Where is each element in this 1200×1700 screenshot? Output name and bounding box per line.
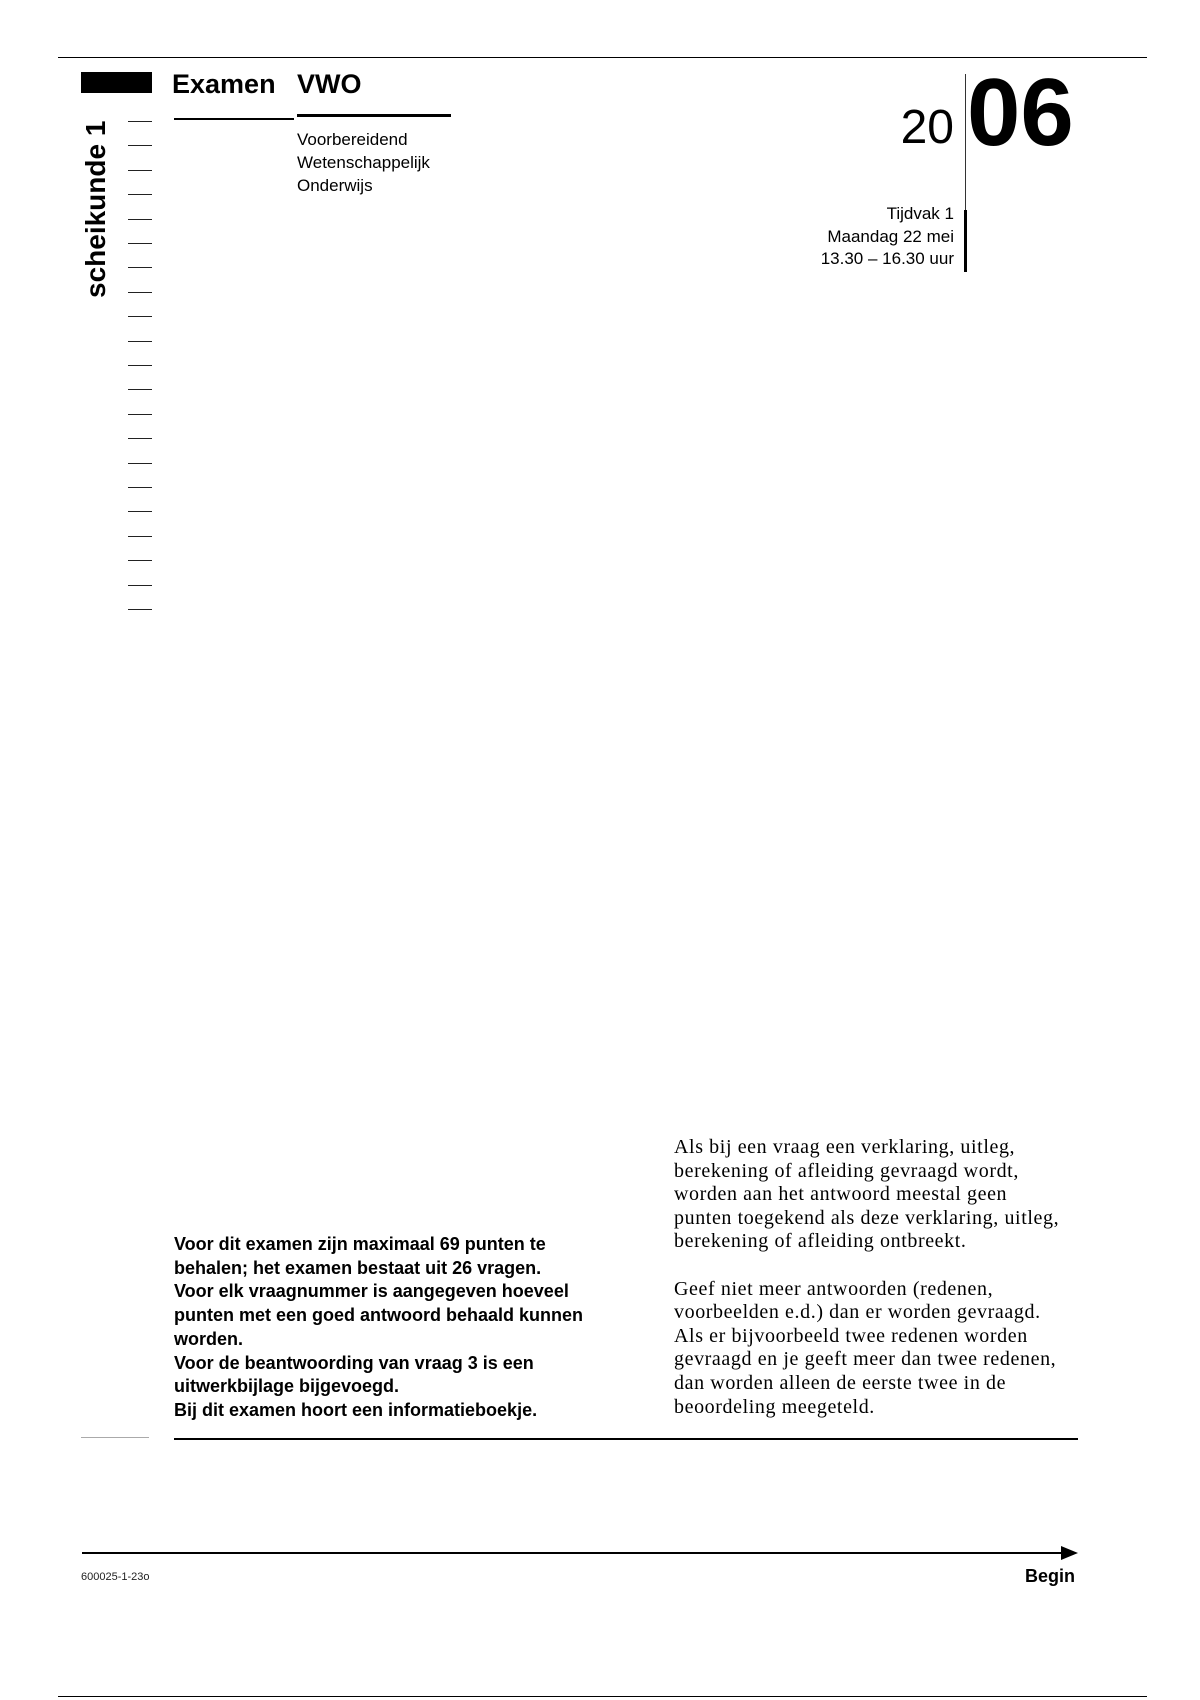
year-prefix: 20 <box>900 101 954 154</box>
margin-tick <box>128 194 152 195</box>
level-full-line: Onderwijs <box>297 175 373 195</box>
margin-tick <box>128 585 152 586</box>
margin-tick-marks <box>128 121 152 611</box>
session-info <box>821 203 954 271</box>
instruction-line: Bij dit examen hoort een informatieboekje. <box>174 1399 538 1420</box>
exam-label: Examen <box>172 69 276 99</box>
document-code: 600025-1-23o <box>81 1571 150 1583</box>
instruction-line: gevraagd en je geeft meer dan twee redenen, <box>674 1348 1057 1371</box>
level-label: VWO <box>297 69 362 99</box>
instruction-line: punten toegekend als deze verklaring, uitleg, <box>674 1206 1060 1229</box>
instruction-line: Voor elk vraagnummer is aangegeven hoeveel <box>174 1281 569 1302</box>
instruction-line: berekening of afleiding gevraagd wordt, <box>674 1159 1019 1182</box>
margin-tick <box>128 121 152 122</box>
general-instructions <box>174 1233 583 1423</box>
answering-paragraph <box>674 1136 1059 1254</box>
margin-tick <box>128 292 152 293</box>
margin-tick <box>128 243 152 244</box>
instruction-line: punten met een goed antwoord behaald kunnen <box>174 1305 584 1326</box>
level-full-line: Wetenschappelijk <box>297 152 430 172</box>
header-black-bar <box>81 72 152 93</box>
margin-tick <box>128 365 152 366</box>
margin-rule <box>81 1437 149 1438</box>
year-suffix: 06 <box>967 59 1074 166</box>
instruction-line: dan worden alleen de eerste twee in de <box>674 1371 1007 1394</box>
instruction-line: Als bij een vraag een verklaring, uitleg, <box>674 1136 1016 1158</box>
instruction-line: worden aan het antwoord meestal geen <box>674 1183 1008 1206</box>
margin-tick <box>128 438 152 439</box>
margin-tick <box>128 219 152 220</box>
arrow-right-icon <box>1061 1546 1078 1560</box>
margin-tick <box>128 145 152 146</box>
top-rule <box>58 57 1147 58</box>
margin-tick <box>128 316 152 317</box>
margin-tick <box>128 609 152 610</box>
answering-paragraph <box>674 1278 1059 1420</box>
margin-tick <box>128 487 152 488</box>
instruction-line: Als er bijvoorbeeld twee redenen worden <box>674 1324 1028 1347</box>
instruction-line: voorbeelden e.d.) dan er worden gevraagd. <box>674 1301 1041 1324</box>
begin-label: Begin <box>1024 1566 1075 1586</box>
level-full-name <box>297 129 430 197</box>
level-label-underline <box>297 114 451 117</box>
instruction-line: uitwerkbijlage bijgevoegd. <box>174 1376 400 1397</box>
exam-label-underline <box>174 118 294 120</box>
instruction-line: behalen; het examen bestaat uit 26 vragen. <box>174 1257 542 1278</box>
session-date: Maandag 22 mei <box>827 226 954 246</box>
margin-tick <box>128 170 152 171</box>
instruction-line: beoordeling meegeteld. <box>674 1395 875 1418</box>
session-divider <box>964 210 967 272</box>
subject-vertical-label: scheikunde 1 <box>80 120 111 298</box>
margin-tick <box>128 414 152 415</box>
session-period: Tijdvak 1 <box>886 204 954 223</box>
margin-tick <box>128 341 152 342</box>
instruction-line: Geef niet meer antwoorden (redenen, <box>674 1277 994 1300</box>
level-full-line: Voorbereidend <box>297 130 408 149</box>
margin-tick <box>128 560 152 561</box>
answering-instructions <box>674 1136 1059 1419</box>
content-rule <box>174 1438 1078 1440</box>
bottom-rule <box>58 1696 1147 1697</box>
session-time: 13.30 – 16.30 uur <box>820 249 954 268</box>
margin-tick <box>128 511 152 512</box>
instruction-line: Voor dit examen zijn maximaal 69 punten te <box>174 1234 546 1254</box>
margin-tick <box>128 536 152 537</box>
instruction-line: worden. <box>174 1328 244 1349</box>
instruction-line: berekening of afleiding ontbreekt. <box>674 1230 967 1253</box>
instruction-line: Voor de beantwoording van vraag 3 is een <box>174 1352 534 1373</box>
year-divider <box>965 74 966 211</box>
margin-tick <box>128 267 152 268</box>
page-turn-arrow-line <box>82 1552 1064 1554</box>
margin-tick <box>128 463 152 464</box>
margin-tick <box>128 389 152 390</box>
